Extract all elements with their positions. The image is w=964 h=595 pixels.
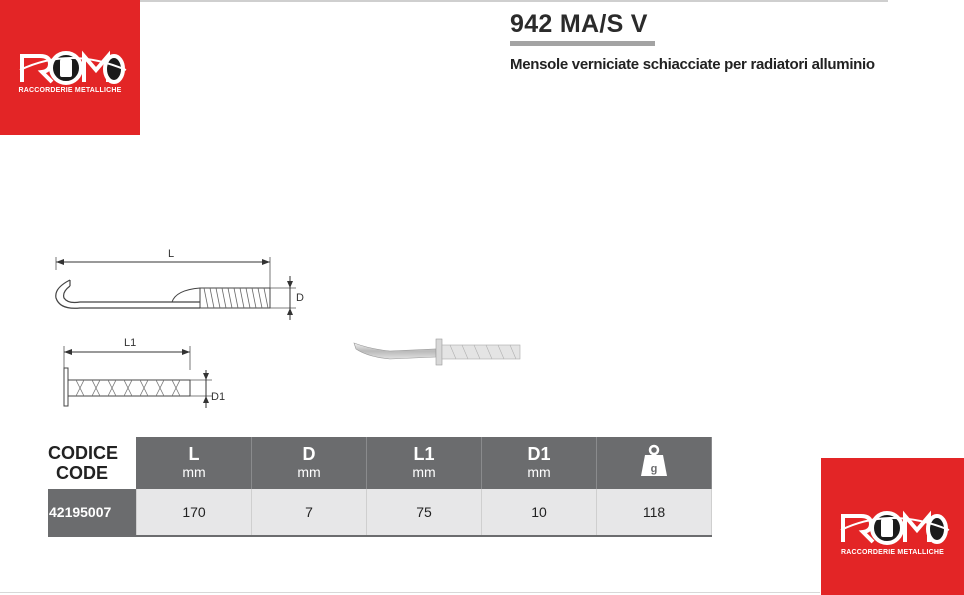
column-header-D: D mm [252, 437, 367, 489]
product-title: 942 MA/S V [510, 10, 648, 38]
label-L: L [168, 248, 175, 260]
product-code: 42195007 [48, 489, 137, 536]
svg-text:g: g [650, 463, 658, 475]
cell-L: 170 [137, 489, 252, 536]
column-header-L1: L1 mm [367, 437, 482, 489]
table-row [48, 489, 712, 536]
column-header-weight [597, 437, 712, 489]
column-header-L: L mm [137, 437, 252, 489]
column-header-D1: D1 mm [482, 437, 597, 489]
rm-logo-mark [0, 0, 140, 135]
bottom-rule [0, 592, 820, 593]
label-L1: L1 [124, 337, 137, 349]
table-header-row [48, 437, 712, 489]
cell-weight: 118 [597, 489, 712, 536]
product-photo [350, 325, 530, 375]
company-logo [0, 0, 140, 135]
code-header-line1: CODICE [48, 443, 119, 463]
top-rule [140, 0, 888, 2]
technical-drawing [40, 240, 320, 440]
code-header [48, 437, 137, 489]
product-subtitle: Mensole verniciate schiacciate per radiatori alluminio [510, 56, 875, 73]
company-logo-footer [821, 458, 964, 595]
rm-logo-mark [821, 458, 964, 595]
weight-icon [639, 444, 669, 478]
title-underline [510, 41, 655, 46]
cell-L1: 75 [367, 489, 482, 536]
logo-tagline: RACCORDERIE METALLICHE [840, 549, 945, 556]
cell-D1: 10 [482, 489, 597, 536]
label-D1: D1 [211, 391, 226, 403]
cell-D: 7 [252, 489, 367, 536]
logo-tagline: RACCORDERIE METALLICHE [18, 87, 122, 94]
code-header-line2: CODE [56, 463, 109, 483]
label-D: D [296, 292, 304, 304]
spec-table [48, 437, 712, 537]
